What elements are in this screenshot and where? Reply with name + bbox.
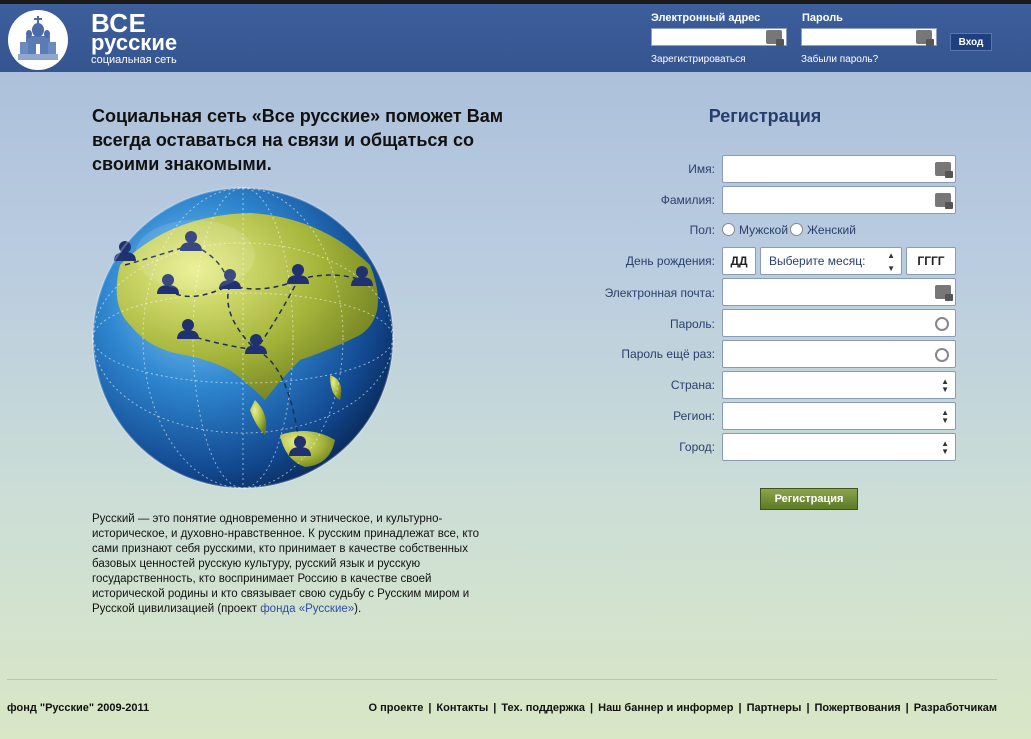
about-paragraph-end: ). — [354, 603, 362, 615]
keyboard-icon — [766, 30, 782, 44]
login-password-input[interactable] — [801, 28, 937, 46]
footer-link-donations[interactable]: Пожертвования — [814, 702, 901, 714]
footer-link-developers[interactable]: Разработчикам — [913, 702, 997, 714]
birthday-day-input[interactable]: ДД — [722, 247, 756, 275]
footer-link-partners[interactable]: Партнеры — [746, 702, 802, 714]
birthday-month-select[interactable] — [760, 247, 902, 275]
gender-female-radio[interactable] — [790, 223, 803, 236]
footer-link-banner[interactable]: Наш баннер и информер — [598, 702, 734, 714]
region-label: Регион: — [673, 409, 715, 423]
email-label: Электронная почта: — [604, 286, 715, 300]
footer-link-about[interactable]: О проекте — [368, 702, 424, 714]
globe-icon — [90, 185, 396, 491]
footer-link-contacts[interactable]: Контакты — [436, 702, 489, 714]
about-paragraph: Русский — это понятие одновременно и этническое, и культурно-историческое, и духовно-нравственное. К русским принадлежат все, кто сами признают себя русскими, кто принимает в качестве собственных базовых ценностей русскую культуру, русский язык и русскую государственность, кто воспринимает Россию в качестве своей исторической родины и кто связывает свою судьбу с Русским миром и Русской цивилизацией (проект — [92, 513, 480, 615]
login-email-input[interactable] — [651, 28, 787, 46]
registration-title: Регистрация — [708, 106, 822, 126]
city-label: Город: — [679, 440, 715, 454]
birthday-year-input[interactable]: ГГГГ — [906, 247, 956, 275]
select-arrows-icon: ▲ ▼ — [941, 408, 949, 425]
password-key-icon — [935, 317, 949, 331]
country-select[interactable] — [722, 371, 956, 399]
birthday-month-value: Выберите месяц: — [769, 254, 866, 268]
keyboard-icon — [935, 285, 951, 299]
gender-male-radio[interactable] — [722, 223, 735, 236]
email-input[interactable] — [722, 278, 956, 306]
password-key-icon — [935, 348, 949, 362]
footer-separator: | — [428, 702, 432, 714]
footer-nav — [369, 702, 997, 714]
foundation-link[interactable]: фонда «Русские» — [260, 603, 355, 615]
church-logo-icon — [8, 10, 68, 70]
password-input[interactable] — [722, 309, 956, 337]
keyboard-icon — [935, 193, 951, 207]
password-repeat-label: Пароль ещё раз: — [621, 347, 715, 361]
brand-subtitle: социальная сеть — [91, 54, 177, 66]
globe-illustration — [90, 185, 396, 491]
forgot-password-link[interactable]: Забыли пароль? — [801, 54, 879, 65]
footer-link-support[interactable]: Тех. поддержка — [501, 702, 586, 714]
slogan: Социальная сеть «Все русские» поможет Вам всегда оставаться на связи и общаться со своими знакомыми. — [92, 106, 504, 174]
register-button[interactable]: Регистрация — [760, 488, 858, 510]
gender-male-label[interactable]: Мужской — [739, 223, 789, 237]
gender-label: Пол: — [689, 223, 715, 237]
keyboard-icon — [916, 30, 932, 44]
birthday-label: День рождения: — [625, 254, 715, 268]
footer-separator: | — [806, 702, 810, 714]
select-arrows-icon: ▲ ▼ — [941, 377, 949, 394]
first-name-input[interactable] — [722, 155, 956, 183]
first-name-label: Имя: — [688, 162, 715, 176]
last-name-input[interactable] — [722, 186, 956, 214]
footer-divider — [7, 679, 997, 680]
login-button[interactable]: Вход — [950, 33, 992, 51]
city-select[interactable] — [722, 433, 956, 461]
footer-separator: | — [905, 702, 909, 714]
footer-separator: | — [493, 702, 497, 714]
select-arrows-icon: ▲ ▼ — [887, 251, 895, 273]
login-email-label: Электронный адрес — [651, 12, 761, 24]
region-select[interactable] — [722, 402, 956, 430]
last-name-label: Фамилия: — [660, 193, 715, 207]
select-arrows-icon: ▲ ▼ — [941, 439, 949, 456]
password-label: Пароль: — [670, 317, 715, 331]
footer-separator: | — [590, 702, 594, 714]
keyboard-icon — [935, 162, 951, 176]
logo[interactable] — [8, 10, 68, 70]
header — [0, 4, 1031, 72]
brand-title-second: русские — [91, 30, 178, 55]
password-repeat-input[interactable] — [722, 340, 956, 368]
footer-copyright: фонд "Русские" 2009-2011 — [7, 702, 150, 714]
about-text — [92, 512, 502, 617]
brand-title: ВСЕ — [91, 8, 147, 38]
register-link[interactable]: Зарегистрироваться — [651, 54, 746, 65]
footer-separator: | — [738, 702, 742, 714]
login-password-label: Пароль — [802, 12, 843, 24]
gender-female-label[interactable]: Женский — [807, 223, 856, 237]
country-label: Страна: — [670, 378, 715, 392]
